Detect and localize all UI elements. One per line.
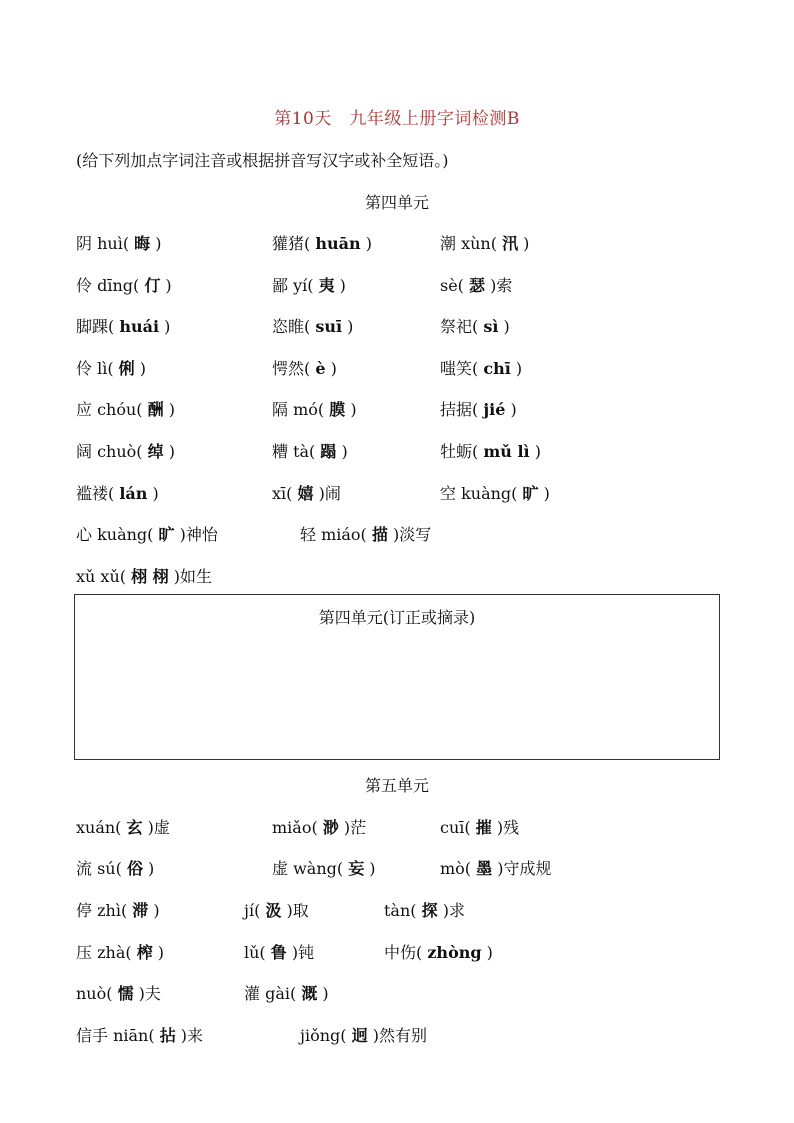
page-title: 第10天 九年级上册字词检测B bbox=[274, 109, 520, 129]
unit5-row-4 bbox=[0, 940, 794, 964]
vocab-item: 脚踝( huái ) bbox=[76, 317, 171, 336]
vocab-item: 虚 wàng( 妄 ) bbox=[272, 859, 376, 878]
vocab-item: mò( 墨 )守成规 bbox=[440, 859, 552, 878]
unit4-row-1 bbox=[0, 231, 794, 255]
unit4-row-5 bbox=[0, 397, 794, 421]
unit4-row-9 bbox=[0, 564, 794, 588]
vocab-item: cuī( 摧 )残 bbox=[440, 818, 520, 837]
vocab-item: 愕然( è ) bbox=[272, 359, 337, 378]
unit4-row-8 bbox=[0, 522, 794, 546]
vocab-item: 祭祀( sì ) bbox=[440, 317, 510, 336]
correction-box-title: 第四单元(订正或摘录) bbox=[318, 608, 476, 627]
vocab-item: 中伤( zhòng ) bbox=[384, 943, 493, 962]
vocab-item: xǔ xǔ( 栩 栩 )如生 bbox=[76, 567, 212, 586]
vocab-item: 獾猪( huān ) bbox=[272, 234, 372, 253]
vocab-item: 潮 xùn( 汛 ) bbox=[440, 234, 530, 253]
unit4-row-7 bbox=[0, 481, 794, 505]
unit5-heading: 第五单元 bbox=[364, 776, 429, 795]
vocab-item: 停 zhì( 滞 ) bbox=[76, 901, 160, 920]
vocab-item: 阔 chuò( 绰 ) bbox=[76, 442, 175, 461]
vocab-item: 心 kuàng( 旷 )神怡 bbox=[76, 525, 218, 544]
vocab-item: 流 sú( 俗 ) bbox=[76, 859, 155, 878]
unit5-row-1 bbox=[0, 815, 794, 839]
correction-box bbox=[74, 594, 720, 760]
vocab-item: sè( 瑟 )索 bbox=[440, 276, 513, 295]
vocab-item: 嗤笑( chī ) bbox=[440, 359, 523, 378]
vocab-item: tàn( 探 )求 bbox=[384, 901, 465, 920]
vocab-item: 牡蛎( mǔ lì ) bbox=[440, 442, 541, 461]
vocab-item: 褴褛( lán ) bbox=[76, 484, 159, 503]
vocab-item: 应 chóu( 酬 ) bbox=[76, 400, 175, 419]
vocab-item: miǎo( 渺 )茫 bbox=[272, 818, 367, 837]
vocab-item: lǔ( 鲁 )钝 bbox=[244, 943, 315, 962]
vocab-item: 隔 mó( 膜 ) bbox=[272, 400, 357, 419]
vocab-item: 信手 niān( 拈 )来 bbox=[76, 1026, 204, 1045]
unit4-heading: 第四单元 bbox=[364, 193, 429, 212]
unit4-row-2 bbox=[0, 273, 794, 297]
vocab-item: 伶 lì( 俐 ) bbox=[76, 359, 146, 378]
vocab-item: 压 zhà( 榨 ) bbox=[76, 943, 165, 962]
vocab-item: 恣睢( suī ) bbox=[272, 317, 354, 336]
unit5-row-6 bbox=[0, 1023, 794, 1047]
unit5-row-5 bbox=[0, 981, 794, 1005]
vocab-item: 伶 dīng( 仃 ) bbox=[76, 276, 172, 295]
unit4-row-3 bbox=[0, 314, 794, 338]
vocab-item: 轻 miáo( 描 )淡写 bbox=[300, 525, 432, 544]
vocab-item: 灌 gài( 溉 ) bbox=[244, 984, 329, 1003]
vocab-item: jí( 汲 )取 bbox=[244, 901, 309, 920]
vocab-item: jiǒng( 迥 )然有别 bbox=[300, 1026, 427, 1045]
unit5-row-3 bbox=[0, 898, 794, 922]
vocab-item: 鄙 yí( 夷 ) bbox=[272, 276, 346, 295]
unit4-row-6 bbox=[0, 439, 794, 463]
vocab-item: nuò( 懦 )夫 bbox=[76, 984, 161, 1003]
vocab-item: 空 kuàng( 旷 ) bbox=[440, 484, 550, 503]
vocab-item: 阴 huì( 晦 ) bbox=[76, 234, 162, 253]
unit4-row-4 bbox=[0, 356, 794, 380]
vocab-item: 拮据( jié ) bbox=[440, 400, 517, 419]
vocab-item: xuán( 玄 )虚 bbox=[76, 818, 170, 837]
unit5-row-2 bbox=[0, 856, 794, 880]
vocab-item: xī( 嬉 )闹 bbox=[272, 484, 341, 503]
instruction-text: (给下列加点字词注音或根据拼音写汉字或补全短语。) bbox=[76, 151, 449, 170]
vocab-item: 糟 tà( 蹋 ) bbox=[272, 442, 348, 461]
